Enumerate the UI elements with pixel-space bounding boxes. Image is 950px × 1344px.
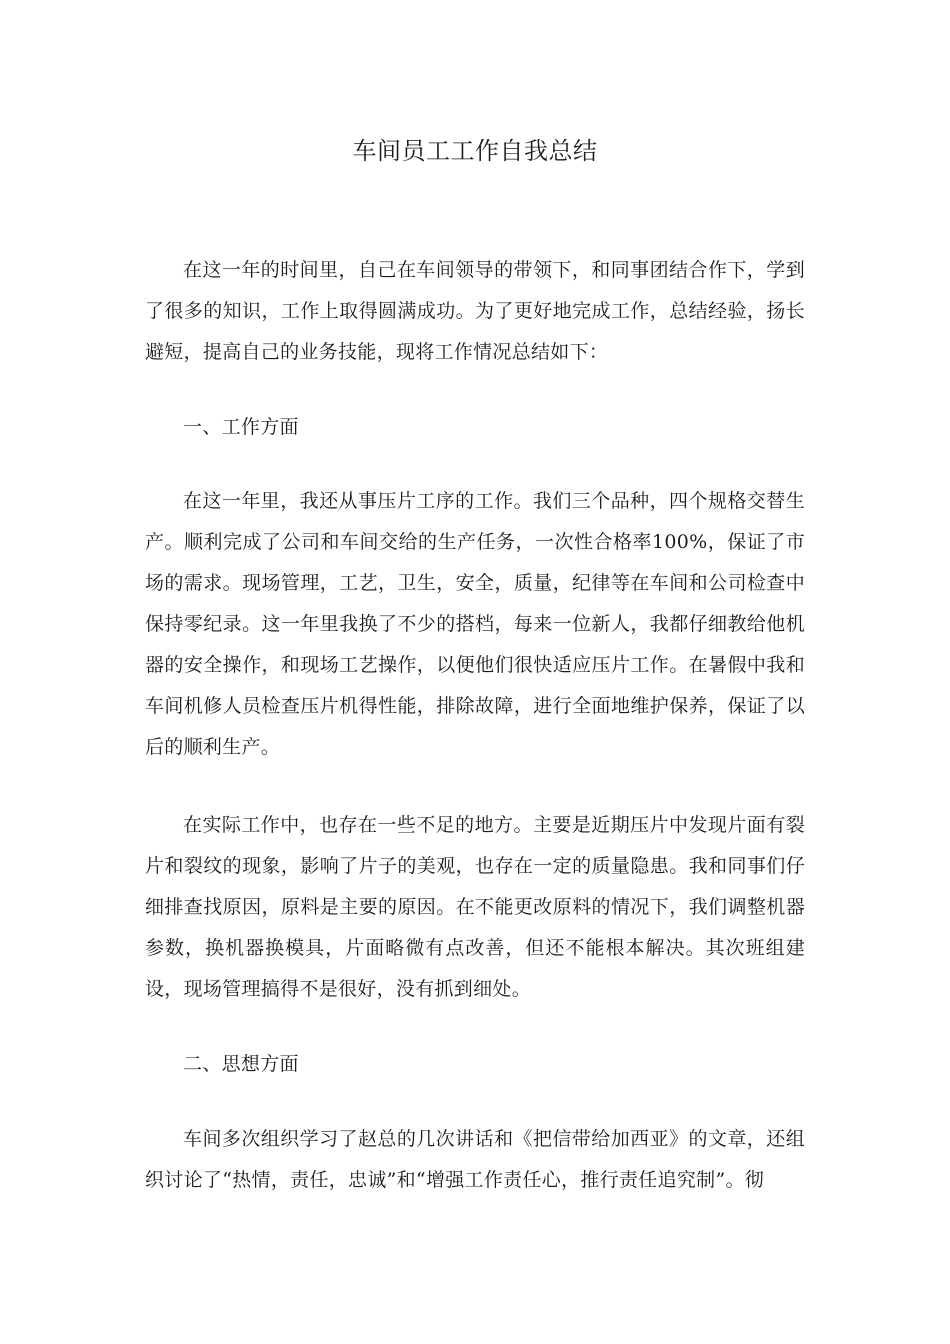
document-title: 车间员工工作自我总结 [352,137,598,165]
section-heading-thought: 二、思想方面 [183,1053,299,1075]
work-paragraph-1: 在这一年里，我还从事压片工序的工作。我们三个品种，四个规格交替生产。顺利完成了公司和车间交给的生产任务，一次性合格率100%，保证了市场的需求。现场管理，工艺，卫生，安全，质量，纪律等在车间和公司检查中保持零纪录。这一年里我换了不少的搭档，每来一位新人，我都仔细教给他机器的安全操作，和现场工艺操作，以便他们很快适应压片工作。在暑假中我和车间机修人员检查压片机得性能，排除故障，进行全面地维护保养，保证了以后的顺利生产。 [145,490,805,758]
intro-paragraph: 在这一年的时间里，自己在车间领导的带领下，和同事团结合作下，学到了很多的知识，工作上取得圆满成功。为了更好地完成工作，总结经验，扬长避短，提高自己的业务技能，现将工作情况总结如下： [145,259,805,363]
thought-paragraph-1: 车间多次组织学习了赵总的几次讲话和《把信带给加西亚》的文章，还组织讨论了“热情，责任，忠诚”和“增强工作责任心，推行责任追究制”。彻 [145,1128,805,1191]
work-paragraph-2: 在实际工作中，也存在一些不足的地方。主要是近期压片中发现片面有裂片和裂纹的现象，影响了片子的美观，也存在一定的质量隐患。我和同事们仔细排查找原因，原料是主要的原因。在不能更改原料的情况下，我们调整机器参数，换机器换模具，片面略微有点改善，但还不能根本解决。其次班组建设，现场管理搞得不是很好，没有抓到细处。 [145,814,805,1000]
section-heading-work: 一、工作方面 [183,416,299,438]
